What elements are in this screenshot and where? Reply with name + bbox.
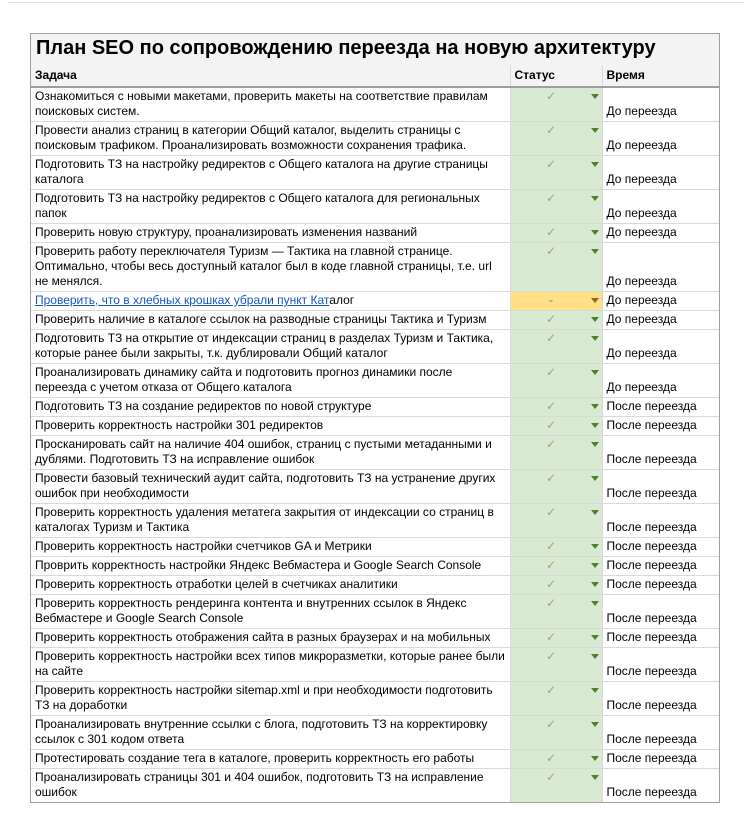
task-cell — [31, 330, 510, 364]
chevron-down-icon[interactable] — [591, 162, 599, 167]
table-row — [31, 243, 719, 292]
time-cell: После переезда — [602, 769, 719, 803]
task-cell — [31, 87, 510, 122]
task-cell — [31, 595, 510, 629]
time-cell: До переезда — [602, 122, 719, 156]
status-value: ✓ — [545, 751, 557, 765]
task-text: Проанализировать страницы 301 и 404 ошибок, подготовить ТЗ на исправление ошибок — [35, 770, 484, 799]
chevron-down-icon[interactable] — [591, 94, 599, 99]
status-value: ✓ — [545, 331, 557, 345]
task-cell — [31, 398, 510, 417]
status-dropdown[interactable] — [510, 648, 602, 682]
task-text: Проанализировать внутренние ссылки с блога, подготовить ТЗ на корректировку ссылок с 301 кодом ответа — [35, 717, 488, 746]
table-row — [31, 436, 719, 470]
chevron-down-icon[interactable] — [591, 544, 599, 549]
task-cell — [31, 122, 510, 156]
time-cell: После переезда — [602, 436, 719, 470]
table-row — [31, 330, 719, 364]
status-dropdown[interactable] — [510, 87, 602, 122]
time-cell: До переезда — [602, 311, 719, 330]
time-cell: До переезда — [602, 190, 719, 224]
table-row — [31, 224, 719, 243]
status-value: ✓ — [545, 365, 557, 379]
status-dropdown[interactable] — [510, 557, 602, 576]
window-edge-divider — [8, 2, 744, 3]
time-cell: После переезда — [602, 629, 719, 648]
status-value: ✓ — [545, 225, 557, 239]
time-cell: После переезда — [602, 398, 719, 417]
status-dropdown[interactable] — [510, 364, 602, 398]
task-cell — [31, 364, 510, 398]
status-dropdown[interactable] — [510, 538, 602, 557]
table-row — [31, 190, 719, 224]
task-cell — [31, 504, 510, 538]
status-dropdown[interactable] — [510, 292, 602, 311]
table-row — [31, 398, 719, 417]
task-link[interactable]: Проверить, что в хлебных крошках убрали пункт Кат — [35, 293, 330, 307]
task-cell — [31, 190, 510, 224]
chevron-down-icon[interactable] — [591, 510, 599, 515]
status-dropdown[interactable] — [510, 436, 602, 470]
chevron-down-icon[interactable] — [591, 756, 599, 761]
status-value: ✓ — [545, 399, 557, 413]
task-text: Проверить корректность настройки счетчиков GA и Метрики — [35, 539, 372, 553]
status-value: ✓ — [545, 437, 557, 451]
table-row — [31, 648, 719, 682]
status-dropdown[interactable] — [510, 122, 602, 156]
chevron-down-icon[interactable] — [591, 476, 599, 481]
status-value: ✓ — [545, 683, 557, 697]
status-dropdown[interactable] — [510, 311, 602, 330]
status-value: ✓ — [545, 123, 557, 137]
table-row — [31, 682, 719, 716]
table-row — [31, 750, 719, 769]
chevron-down-icon[interactable] — [591, 722, 599, 727]
table-row — [31, 629, 719, 648]
task-text: Проверить работу переключателя Туризм — Тактика на главной странице. Оптимально, чтобы весь доступный каталог был в коде главной страницы, т.е. url не менялся. — [35, 244, 492, 288]
spreadsheet — [30, 33, 720, 803]
task-text: Провести анализ страниц в категории Общий каталог, выделить страницы с поисковым трафиком. Проанализировать возможности сохранения трафика. — [35, 123, 467, 152]
time-cell: До переезда — [602, 243, 719, 292]
task-cell — [31, 436, 510, 470]
table-row — [31, 769, 719, 803]
status-dropdown[interactable] — [510, 156, 602, 190]
status-dropdown[interactable] — [510, 243, 602, 292]
column-header-task: Задача — [31, 65, 510, 87]
header-row — [31, 65, 719, 87]
chevron-down-icon[interactable] — [591, 404, 599, 409]
task-cell — [31, 292, 510, 311]
status-value: ✓ — [545, 558, 557, 572]
task-cell — [31, 156, 510, 190]
task-cell — [31, 538, 510, 557]
table-row — [31, 470, 719, 504]
chevron-down-icon[interactable] — [591, 654, 599, 659]
table-row — [31, 595, 719, 629]
status-dropdown[interactable] — [510, 629, 602, 648]
task-text: Проверить корректность настройки sitemap.xml и при необходимости подготовить ТЗ на доработки — [35, 683, 493, 712]
status-value: - — [549, 293, 553, 307]
status-dropdown[interactable] — [510, 470, 602, 504]
table-row — [31, 504, 719, 538]
time-cell: До переезда — [602, 364, 719, 398]
task-text: Провести базовый технический аудит сайта, подготовить ТЗ на устранение других ошибок при необходимости — [35, 471, 496, 500]
task-text: Проверить корректность настройки 301 редиректов — [35, 418, 324, 432]
status-value: ✓ — [545, 770, 557, 784]
status-value: ✓ — [545, 89, 557, 103]
column-header-status: Статус — [510, 65, 602, 87]
chevron-down-icon[interactable] — [591, 601, 599, 606]
task-text: Ознакомиться с новыми макетами, проверить макеты на соответствие правилам поисковых систем. — [35, 89, 488, 118]
column-header-time: Время — [602, 65, 719, 87]
task-cell — [31, 648, 510, 682]
task-cell — [31, 470, 510, 504]
status-dropdown[interactable] — [510, 716, 602, 750]
task-cell — [31, 576, 510, 595]
task-cell — [31, 224, 510, 243]
time-cell: До переезда — [602, 156, 719, 190]
status-value: ✓ — [545, 596, 557, 610]
chevron-down-icon[interactable] — [591, 370, 599, 375]
status-dropdown[interactable] — [510, 190, 602, 224]
time-cell: После переезда — [602, 470, 719, 504]
status-value: ✓ — [545, 539, 557, 553]
time-cell: После переезда — [602, 682, 719, 716]
task-cell — [31, 311, 510, 330]
time-cell: После переезда — [602, 538, 719, 557]
task-text: Просканировать сайт на наличие 404 ошибок, страниц с пустыми метаданными и дублями. Подготовить ТЗ на исправление ошибок — [35, 437, 492, 466]
status-dropdown[interactable] — [510, 682, 602, 716]
status-value: ✓ — [545, 418, 557, 432]
chevron-down-icon[interactable] — [591, 442, 599, 447]
time-cell: До переезда — [602, 330, 719, 364]
status-value: ✓ — [545, 717, 557, 731]
task-text: Проврить корректность настройки Яндекс Вебмастера и Google Search Console — [35, 558, 482, 572]
task-text: Протестировать создание тега в каталоге, проверить корректность его работы — [35, 751, 475, 765]
status-dropdown[interactable] — [510, 576, 602, 595]
table-row — [31, 87, 719, 122]
task-text: Подготовить ТЗ на настройку редиректов с Общего каталога на другие страницы каталога — [35, 157, 488, 186]
chevron-down-icon[interactable] — [591, 196, 599, 201]
time-cell: После переезда — [602, 417, 719, 436]
status-value: ✓ — [545, 577, 557, 591]
status-value: ✓ — [545, 191, 557, 205]
chevron-down-icon[interactable] — [591, 582, 599, 587]
chevron-down-icon[interactable] — [591, 775, 599, 780]
task-text: Проверить корректность удаления метатега закрытия от индексации со страниц в каталогах Туризм и Тактика — [35, 505, 494, 534]
task-cell — [31, 716, 510, 750]
time-cell: До переезда — [602, 87, 719, 122]
table-row — [31, 292, 719, 311]
table-row — [31, 417, 719, 436]
task-text: Подготовить ТЗ на настройку редиректов с Общего каталога для региональных папок — [35, 191, 480, 220]
task-text: Проверить наличие в каталоге ссылок на разводные страницы Тактика и Туризм — [35, 312, 487, 326]
time-cell: После переезда — [602, 576, 719, 595]
task-cell — [31, 417, 510, 436]
chevron-down-icon[interactable] — [591, 317, 599, 322]
status-dropdown[interactable] — [510, 504, 602, 538]
chevron-down-icon[interactable] — [591, 423, 599, 428]
table-row — [31, 576, 719, 595]
task-cell — [31, 243, 510, 292]
chevron-down-icon[interactable] — [591, 635, 599, 640]
status-dropdown[interactable] — [510, 750, 602, 769]
status-dropdown[interactable] — [510, 330, 602, 364]
status-dropdown[interactable] — [510, 224, 602, 243]
time-cell: После переезда — [602, 595, 719, 629]
task-text: Проверить новую структуру, проанализировать изменения названий — [35, 225, 418, 239]
table-row — [31, 156, 719, 190]
table-row — [31, 122, 719, 156]
chevron-down-icon[interactable] — [591, 336, 599, 341]
task-cell — [31, 682, 510, 716]
status-dropdown[interactable] — [510, 417, 602, 436]
chevron-down-icon[interactable] — [591, 688, 599, 693]
status-dropdown[interactable] — [510, 595, 602, 629]
table-row — [31, 364, 719, 398]
time-cell: До переезда — [602, 224, 719, 243]
task-text: Подготовить ТЗ на создание редиректов по новой структуре — [35, 399, 372, 413]
chevron-down-icon[interactable] — [591, 563, 599, 568]
task-text: Проверить корректность настройки всех типов микроразметки, которые ранее были на сайте — [35, 649, 505, 678]
status-value: ✓ — [545, 649, 557, 663]
time-cell: После переезда — [602, 716, 719, 750]
task-cell — [31, 750, 510, 769]
time-cell: После переезда — [602, 648, 719, 682]
time-cell: После переезда — [602, 504, 719, 538]
chevron-down-icon[interactable] — [591, 128, 599, 133]
seo-plan-table — [31, 65, 719, 802]
table-row — [31, 557, 719, 576]
chevron-down-icon[interactable] — [591, 298, 599, 303]
task-cell — [31, 769, 510, 803]
task-text: Проверить корректность отображения сайта в разных браузерах и на мобильных — [35, 630, 491, 644]
task-text: Подготовить ТЗ на открытие от индексации страниц в разделах Туризм и Тактика, которые ранее были закрыты, т.к. дублировали Общий каталог — [35, 331, 494, 360]
task-text: алог — [329, 293, 355, 307]
status-value: ✓ — [545, 244, 557, 258]
task-text: Проверить корректность отработки целей в счетчиках аналитики — [35, 577, 398, 591]
task-cell — [31, 557, 510, 576]
table-row — [31, 311, 719, 330]
status-value: ✓ — [545, 312, 557, 326]
time-cell: До переезда — [602, 292, 719, 311]
task-text: Проверить корректность рендеринга контента и внутренних ссылок в Яндекс Вебмастере и Google Search Console — [35, 596, 467, 625]
page-title: План SEO по сопровождению переезда на новую архитектуру — [31, 34, 719, 65]
time-cell: После переезда — [602, 750, 719, 769]
status-value: ✓ — [545, 630, 557, 644]
chevron-down-icon[interactable] — [591, 230, 599, 235]
time-cell: После переезда — [602, 557, 719, 576]
task-text: Проанализировать динамику сайта и подготовить прогноз динамики после переезда с учетом отказа от Общего каталога — [35, 365, 453, 394]
status-value: ✓ — [545, 157, 557, 171]
status-dropdown[interactable] — [510, 398, 602, 417]
chevron-down-icon[interactable] — [591, 249, 599, 254]
task-cell — [31, 629, 510, 648]
status-value: ✓ — [545, 505, 557, 519]
table-row — [31, 538, 719, 557]
table-row — [31, 716, 719, 750]
status-value: ✓ — [545, 471, 557, 485]
status-dropdown[interactable] — [510, 769, 602, 803]
